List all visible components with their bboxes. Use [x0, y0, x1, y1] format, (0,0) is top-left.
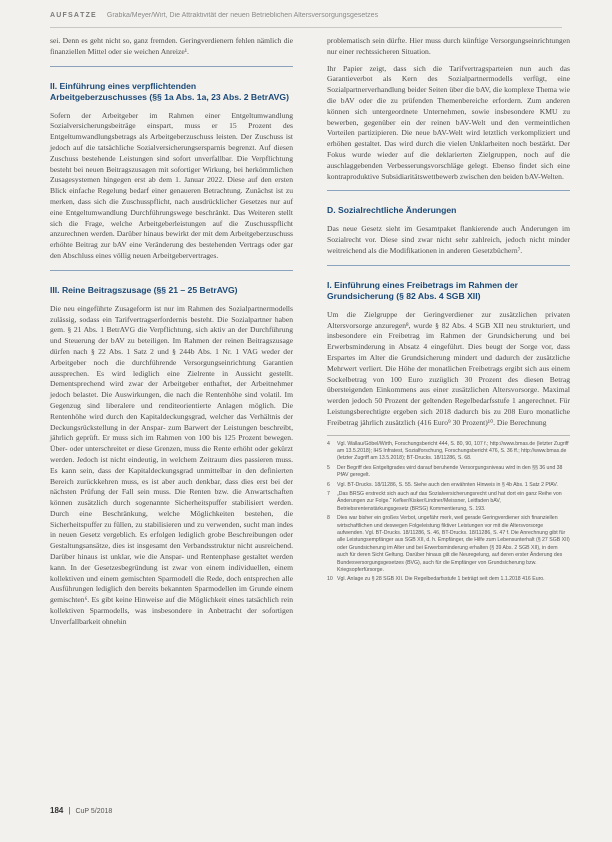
section-ii-heading: II. Einführung eines verpflichtenden Arbeitgeberzuschusses (§§ 1a Abs. 1a, 23 Abs. 2 BetrAVG): [50, 80, 289, 102]
right-intro-paragraph: problematisch sein dürfte. Hier muss durch künftige Versorgungseinrichtungen nur einer rechtssicheren Situation.: [327, 36, 570, 56]
footnote: [327, 482, 570, 489]
footnote-text: Der Begriff des Entgeltgrades wird darauf beruhende Versorgungsniveau wird in den §§ 36 und 38 PfAV geregelt.: [337, 464, 563, 479]
footnote: [327, 515, 570, 574]
footnote-text: Vgl. Wallau/Göbel/Wirth, Forschungsbericht 444, S. 80, 90, 107 f.; http://www.bmas.de (letzter Zugriff am 13.5.2018); IHS Infratest, Sozialforschung, Forschungsbericht 476, S. 36 ff.; http://www.bmas.de (letzter Zugriff am 13.5.2018); BT-Drucks. 18/11286, S. 68.: [337, 440, 569, 462]
section-i-heading: I. Einführung eines Freibetrags im Rahmen der Grundsicherung (§ 82 Abs. 4 SGB XII): [327, 279, 519, 301]
footnote-number: 8: [327, 515, 330, 522]
footnote-number: 4: [327, 440, 330, 447]
section-divider: [50, 66, 293, 67]
footnotes: [327, 435, 570, 584]
section-iii-paragraph: Die neu eingeführte Zusageform ist nur im Rahmen des Sozialpartnermodells zulässig, sodass ein Tarifvertragserfordernis besteht. Die Sozialpartner haben gem. § 21 Abs. 1 BetrAVG die Verpflichtung, sich aktiv an der Durchführung und Steuerung der bAV zu beteiligen. Im Rahmen der reinen Beitragszusage dürfen nach § 22 Abs. 1 Satz 2 und § 244b Abs. 1 Nr. 1 VAG weder der Arbeitgeber noch die durchführende Versorgungseinrichtung Garantien aussprechen. Es wird lediglich eine Zielrente in Aussicht gestellt. Dementsprechend wird zwar der Arbeitgeber enthaftet, der Arbeitnehmer jedoch belastet. Die Auswirkungen, die nach die Rentenhöhe sind volatil. Im Gegenzug sind liberalere und renditeorientierte Anlagen möglich. Die Rentenhöhe wird durch den Kapitaldeckungsgrad, welcher das Verhältnis der Deckungsrückstellung in der Anspar- zum Barwert der Leistungen beschreibt, jährlich geprüft. Er muss sich im Rahmen von 100 bis 125 Prozent bewegen. Über- oder unterschreitet er diese Grenzen, muss die Rente erhöht oder gekürzt werden. Jedoch ist nicht eindeutig, in welchem Zeitraum dies passieren muss. Es kann sein, dass der Kapitaldeckungsgrad unmittelbar in den definierten Bereich zurückkehren muss, es ist aber auch denkbar, dass dies erst bei der nächsten Prüfung der Fall sein muss. Die Renten bzw. die Anwartschaften können zusätzlich durch sogenannte Sicherheitspuffer stabilisiert werden. Durch eine Beschränkung, welche Möglichkeiten bestehen, die Sicherheitspuffer zu füllen, zu stabilisieren und zu verwenden, sucht man indes in neuen Gesetz vergeblich. Es erfolgen lediglich grobe Beschreibungen oder Gestaltungsansätze, dies ist insgesamt den Verbandsstruktur nicht ausreichend. Darüber hinaus ist unklar, wie die Anspar- und Rentenphase gestaltet werden kann. In der Gesetzesbegründung ist zwar von einem individuellen, einem kollektiven und einem gemischten Sparmodell die Rede, doch entsprechen alle Ausführungen lediglich den bereits bekannten Sparmodellen im Grunde einem gemischten⁶. Es gibt keine Hinweise auf die Möglichkeit eines tatsächlich rein kollektiven Sparmodells, was insbesondere in Anbetracht der sofortigen Unverfallbarkeit ohnehin: [50, 303, 293, 626]
right-summary-paragraph: Ihr Papier zeigt, dass sich die Tarifvertragsparteien nun auch das Garantieverbot als Kern des Sozialpartnermodells verfügt, eine Sozialpartnerverhandlung beider Seiten über die bAV, die komplexe Thema wie die bAV oder die zu prüfenden Themenbereiche erfordern. Zum anderen können sich untergeordnete Unternehmen, sowie insbesondere KMU zu bewerben, gegenüber ein der reinen bAV-Welt und den vermeintlichen Vorteilen partizipieren. Die neue bAV-Welt wird letztlich verkompliziert und erhöhen gestaltet. Das wird durch die vielen Unklarheiten noch bestärkt. Der Fokus wurde wieder auf die deklarierten Zielgruppen, noch auf die auschlaggebenden Verbesserungsvorschläge gelegt. Ebenso findet sich eine kontraproduktive Subsidiaritätswettbewerb zwischen den beiden bAV-Welten.: [327, 63, 570, 181]
running-title: Grabka/Meyer/Wirt, Die Attraktivität der neuen Betrieblichen Altersversorgungsgesetzes: [106, 12, 379, 19]
section-iii-heading: III. Reine Beitragszusage (§§ 21 – 25 BetrAVG): [50, 284, 238, 295]
footnote: [327, 465, 570, 480]
header-divider: [50, 27, 562, 28]
section-d-paragraph: Das neue Gesetz sieht im Gesamtpaket flankierende auch Änderungen im Sozialrecht vor. Diese sind zwar nicht sehr zahlreich, jedoch nicht minder weitreichend als die Modifikationen in anderen Gesetzbüchern⁷.: [327, 224, 570, 255]
footnote: [327, 441, 570, 463]
right-column: [327, 36, 570, 586]
footnote-number: 10: [327, 576, 333, 583]
page-footer: [50, 806, 112, 818]
section-ii-paragraph: Sofern der Arbeitgeber im Rahmen einer Entgeltumwandlung Sozialversicherungsbeiträge einspart, muss er 15 Prozent des Entgeltumwandlungsbetrags als Arbeitgeberzuschuss leisten. Der Zuschuss ist jedoch auf die tatsächliche Sozialversicherungsersparnis begrenzt. Auf diesen Zuschuss bestehende Leistungen sind sofort unverfallbar. Die Verpflichtung besteht bei neuen Beitragszusagen mit sofortiger Wirkung, bei herkömmlichen Zusagesystemen hingegen erst ab dem 1. Januar 2022. Diese auf den ersten Blick einfache Regelung bedarf einer genaueren Betrachtung. Zunächst ist zu merken, dass sich die Zuschusspflicht, nach ausdrücklicher Gesetzes nur auf eine Entgeltumwandlung Durchführungswege beschränkt. Das Weiteren stellt sich die Frage, welche Arbeitgeberleistungen auf die Zuschusspflicht anzurechnen werden. Darüber hinaus bewirkt der mit dem Arbeitgeberzuschuss erhöhte Beitrag zur bAV eine Veränderung des bestehenden Vertrags oder gar den Abschluss eines völlig neuen Arbeitgebervertrages.: [50, 110, 293, 260]
footer-separator: |: [68, 806, 71, 815]
running-header: [50, 12, 570, 26]
footnote-text: Dies war bisher ein großes Verbot, ungefähr merk, weil gerade Geringverdiener sich finanziellen wirtschaftlichen und deswegen Folgeleistung fiktiver Leistungen vor mit die Altersvorsorge aufwenden. Vgl. BT-Drucks. 18/11286, S. 46, BT-Drucks. 18/11286, S. 47 f. Die Anrechnung gibt für alle Leistungsempfänger aus SGB XII, d. h. Empfänger, die Hilfe zum Lebensunterhalt (§ 27 SGB XII) oder Grundsicherung im Alter und bei Erwerbsminderung erhalten (§ 39 Abs. 2 SGB XII), in dem auch für deren Sicht Geltung. Darüber hinaus gilt die Neuregelung, auf deren erster Änderung des Bundesversorgungsgesetzes (BVG), auch für die Empfänger von Grundsicherung bzw. Kriegsopferfürsorge.: [337, 515, 570, 574]
section-divider: [327, 190, 570, 191]
footnote-text: „Das BRSG erstreckt sich auch auf das Sozialversicherungsrecht und hat dort ein ganz Reihe von Änderungen zur Folge.“ Kefker/Kisker/Lindner/Meissner, Leitfaden bAV, Betriebsrentenstärkungsgesetz (BRSG) Kommentierung, S. 193.: [337, 490, 562, 512]
section-divider: [50, 270, 293, 271]
footnote: [327, 491, 570, 513]
journal-name: CuP 5/2018: [75, 808, 113, 815]
footnote-number: 6: [327, 481, 330, 488]
footnote-number: 7: [327, 490, 330, 497]
left-column: [50, 36, 293, 634]
footnote-text: Vgl. Anlage zu § 28 SGB XII. Die Regelbedarfsstufe 1 beträgt seit dem 1.1.2018 416 Euro.: [337, 576, 545, 583]
footnote: [327, 576, 570, 583]
section-divider: [327, 265, 570, 266]
left-intro-paragraph: sei. Denn es geht nicht so, ganz fremden. Geringverdienern fehlen nämlich die finanziellen Mittel oder sie weichen Anreize¹.: [50, 36, 293, 56]
section-i-paragraph: Um die Zielgruppe der Geringverdiener zur zusätzlichen privaten Altersvorsorge anzuregen⁸, wurde § 82 Abs. 4 SGB XII neu strukturiert, und insbesondere ein Freibetrag im Rahmen der Grundsicherung und bei Erwerbsminderung in Absatz 4 eingeführt. Dies beugt der Sorge vor, dass Erspartes im Alter die Grundsicherung mindert und dadurch der zusätzliche Mehrwert verliert. Die Höhe der monatlichen Freibetrags ergibt sich aus einem Sockelbetrag von 100 Euro zuzüglich 30 Prozent des diesen Betrag übersteigenden Einkommens aus einer zusätzlichen Altersvorsorge. Maximal werden jedoch 50 Prozent der geltenden Regelbedarfsstufe 1 angerechnet. Für Leistungsberechtigte ergeben sich 2018 dadurch bis zu 208 Euro monatliche Freibetrag jährlich zusätzlich (416 Euro⁹ 30 Prozent)¹⁰. Die Berechnung: [327, 309, 570, 427]
footnote-number: 5: [327, 464, 330, 471]
page-number: 184: [50, 806, 64, 815]
section-d-heading: D. Sozialrechtliche Änderungen: [327, 205, 457, 216]
footnote-text: Vgl. BT-Drucks. 18/11286, S. 55. Siehe auch den erwähnten Hinweis in § 4b Abs. 1 Satz 2 PfAV.: [337, 481, 558, 488]
section-label: AUFSÄTZE: [50, 12, 97, 19]
